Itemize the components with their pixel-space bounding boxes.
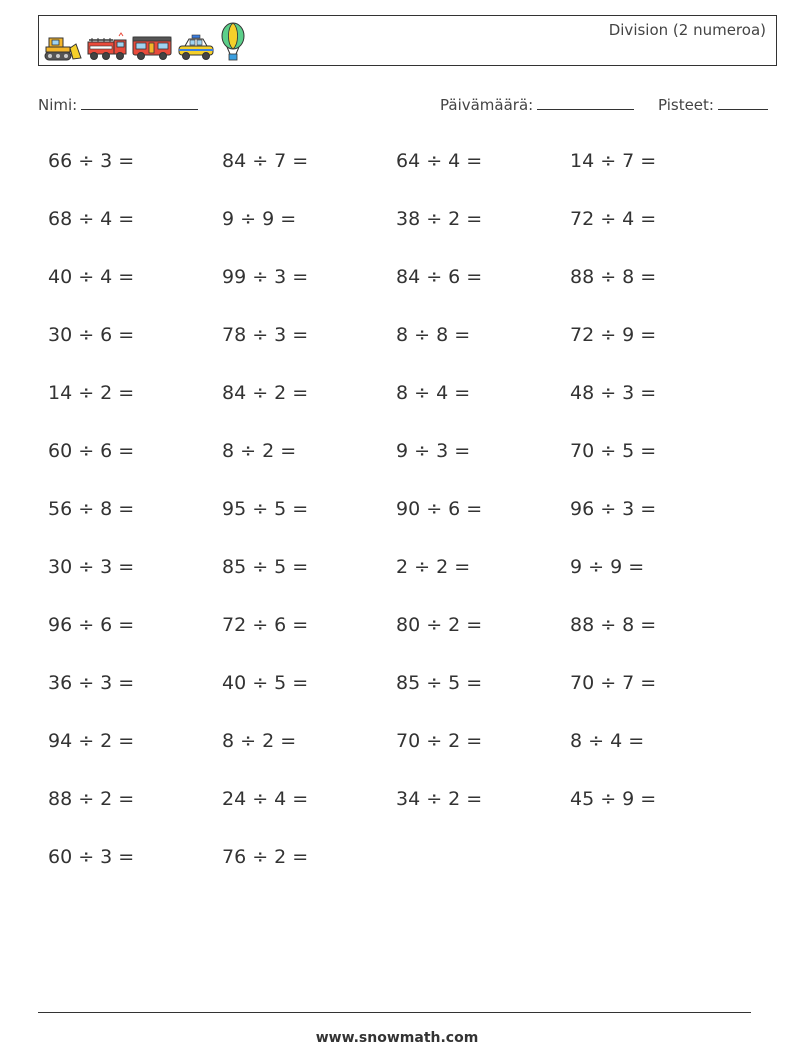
division-problem: 66 ÷ 3 = — [48, 150, 135, 172]
division-problem: 95 ÷ 5 = — [222, 498, 309, 520]
name-label: Nimi: — [38, 96, 78, 114]
division-problem: 96 ÷ 3 = — [570, 498, 657, 520]
division-problem: 56 ÷ 8 = — [48, 498, 135, 520]
worksheet-header — [38, 15, 777, 66]
name-field — [38, 94, 198, 114]
division-problem: 60 ÷ 6 = — [48, 440, 135, 462]
division-problem: 85 ÷ 5 = — [396, 672, 483, 694]
division-problem: 72 ÷ 9 = — [570, 324, 657, 346]
division-problem: 9 ÷ 9 = — [222, 208, 297, 230]
division-problem: 34 ÷ 2 = — [396, 788, 483, 810]
score-label: Pisteet: — [658, 96, 714, 114]
police-car-icon — [176, 32, 216, 62]
division-problem: 76 ÷ 2 = — [222, 846, 309, 868]
division-problem: 94 ÷ 2 = — [48, 730, 135, 752]
hot-air-balloon-icon — [219, 22, 247, 62]
division-problem: 8 ÷ 2 = — [222, 440, 297, 462]
division-problem: 88 ÷ 8 = — [570, 614, 657, 636]
camper-van-icon — [131, 32, 173, 62]
division-problem: 48 ÷ 3 = — [570, 382, 657, 404]
footer-url: www.snowmath.com — [315, 1030, 479, 1046]
division-problem: 85 ÷ 5 = — [222, 556, 309, 578]
division-problem: 84 ÷ 6 = — [396, 266, 483, 288]
score-blank[interactable] — [718, 94, 768, 110]
division-problem: 64 ÷ 4 = — [396, 150, 483, 172]
date-blank[interactable] — [537, 94, 634, 110]
division-problem: 70 ÷ 2 = — [396, 730, 483, 752]
division-problem: 14 ÷ 2 = — [48, 382, 135, 404]
division-problem: 80 ÷ 2 = — [396, 614, 483, 636]
division-problem: 2 ÷ 2 = — [396, 556, 471, 578]
division-problem: 14 ÷ 7 = — [570, 150, 657, 172]
division-problem: 88 ÷ 8 = — [570, 266, 657, 288]
division-problem: 45 ÷ 9 = — [570, 788, 657, 810]
division-problem: 8 ÷ 2 = — [222, 730, 297, 752]
division-problem: 72 ÷ 4 = — [570, 208, 657, 230]
date-field — [440, 94, 634, 114]
header-icons — [43, 22, 247, 62]
fire-truck-icon — [86, 32, 128, 62]
division-problem: 30 ÷ 3 = — [48, 556, 135, 578]
division-problem: 60 ÷ 3 = — [48, 846, 135, 868]
name-blank[interactable] — [81, 94, 198, 110]
division-problem: 24 ÷ 4 = — [222, 788, 309, 810]
date-label: Päivämäärä: — [440, 96, 534, 114]
division-problem: 84 ÷ 2 = — [222, 382, 309, 404]
worksheet-title: Division (2 numeroa) — [608, 21, 766, 39]
footer-divider — [38, 1012, 751, 1013]
score-field — [658, 94, 768, 114]
division-problem: 68 ÷ 4 = — [48, 208, 135, 230]
bulldozer-icon — [43, 32, 83, 62]
division-problem: 8 ÷ 4 = — [570, 730, 645, 752]
division-problem: 84 ÷ 7 = — [222, 150, 309, 172]
division-problem: 36 ÷ 3 = — [48, 672, 135, 694]
division-problem: 70 ÷ 7 = — [570, 672, 657, 694]
division-problem: 88 ÷ 2 = — [48, 788, 135, 810]
division-problem: 38 ÷ 2 = — [396, 208, 483, 230]
division-problem: 78 ÷ 3 = — [222, 324, 309, 346]
division-problem: 9 ÷ 9 = — [570, 556, 645, 578]
division-problem: 40 ÷ 5 = — [222, 672, 309, 694]
division-problem: 40 ÷ 4 = — [48, 266, 135, 288]
division-problem: 72 ÷ 6 = — [222, 614, 309, 636]
division-problem: 8 ÷ 4 = — [396, 382, 471, 404]
division-problem: 8 ÷ 8 = — [396, 324, 471, 346]
division-problem: 96 ÷ 6 = — [48, 614, 135, 636]
division-problem: 90 ÷ 6 = — [396, 498, 483, 520]
division-problem: 30 ÷ 6 = — [48, 324, 135, 346]
division-problem: 70 ÷ 5 = — [570, 440, 657, 462]
division-problem: 99 ÷ 3 = — [222, 266, 309, 288]
division-problem: 9 ÷ 3 = — [396, 440, 471, 462]
